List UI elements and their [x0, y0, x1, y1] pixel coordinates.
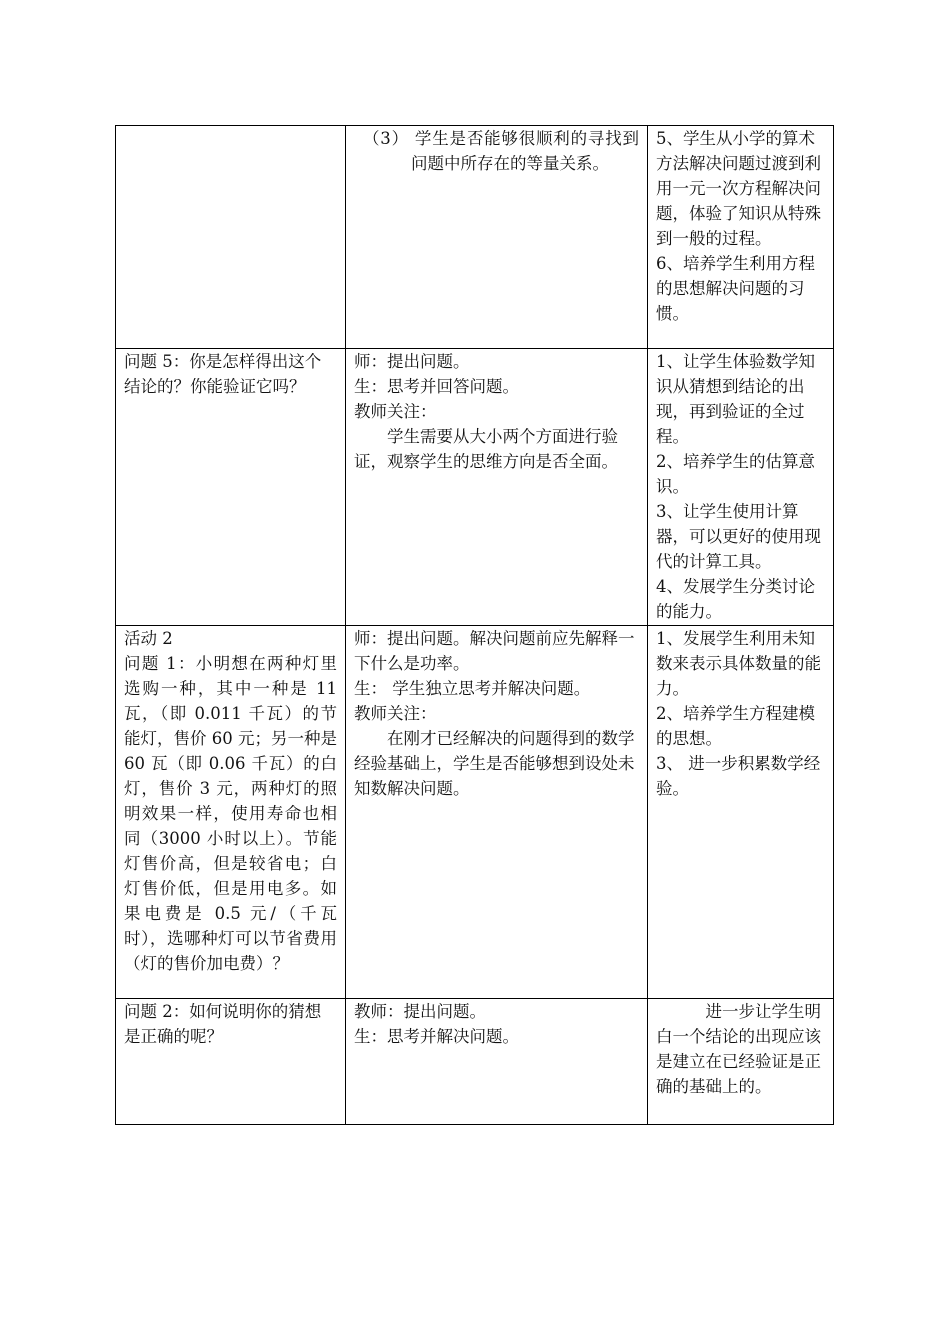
activity-line: 教师关注： [354, 402, 437, 421]
question-cell [116, 349, 346, 626]
purpose-line: 5、学生从小学的算术方法解决问题过渡到利用一元一次方程解决问题，体验了知识从特殊到一般的过程。 [656, 129, 821, 248]
activity-line: 教师关注： [354, 704, 437, 723]
purpose-line: 3、让学生使用计算器，可以更好的使用现代的计算工具。 [656, 502, 821, 571]
purpose-cell [648, 126, 834, 349]
purpose-line: 3、 进一步积累数学经验。 [656, 754, 821, 798]
purpose-line: 4、发展学生分类讨论的能力。 [656, 577, 815, 621]
purpose-line: 1、让学生体验数学知识从猜想到结论的出现，再到验证的全过程。 [656, 352, 815, 446]
question-text: 问题 1：小明想在两种灯里选购一种，其中一种是 11 瓦，（即 0.011 千瓦）的节能灯，售价 60 元；另一种是 60 瓦（即 0.06 千瓦）的白灯，售价 3 元，两种灯的照明效果一样，使用寿命也相同（3000 小时以上）。节能灯售价高，但是较省电；白灯售价低，但是用电多。如果电费是 0.5 元/（千瓦时），选哪种灯可以节省费用（灯的售价加电费）？ [124, 654, 337, 973]
purpose-line: 1、发展学生利用未知数来表示具体数量的能力。 [656, 629, 821, 698]
purpose-line: 2、培养学生的估算意识。 [656, 452, 815, 496]
table-row [116, 349, 834, 626]
activity-line: 学生需要从大小两个方面进行验证，观察学生的思维方向是否全面。 [354, 427, 618, 471]
purpose-cell [648, 349, 834, 626]
activity-line: 在刚才已经解决的问题得到的数学经验基础上，学生是否能够想到设处未知数解决问题。 [354, 729, 635, 798]
table-row [116, 126, 834, 349]
activity-line: 生：思考并回答问题。 [354, 377, 519, 396]
purpose-cell [648, 626, 834, 999]
activity-line: 教师：提出问题。 [354, 1002, 486, 1021]
activity-heading: 活动 2 [124, 629, 173, 648]
question-text: 问题 5：你是怎样得出这个结论的？你能验证它吗？ [124, 352, 322, 396]
activity-line: （3） 学生是否能够很顺利的寻找到问题中所存在的等量关系。 [363, 129, 639, 173]
activity-cell [346, 999, 648, 1125]
table-row [116, 999, 834, 1125]
activity-cell [346, 349, 648, 626]
purpose-cell [648, 999, 834, 1125]
purpose-line: 进一步让学生明白一个结论的出现应该是建立在已经验证是正确的基础上的。 [656, 1002, 821, 1096]
lesson-plan-table [115, 125, 834, 1125]
question-cell [116, 999, 346, 1125]
question-cell [116, 626, 346, 999]
activity-line: 师：提出问题。 [354, 352, 470, 371]
purpose-line: 2、培养学生方程建模的思想。 [656, 704, 815, 748]
question-cell [116, 126, 346, 349]
activity-line: 师：提出问题。解决问题前应先解释一下什么是功率。 [354, 629, 635, 673]
activity-line: 生：思考并解决问题。 [354, 1027, 519, 1046]
table-row [116, 626, 834, 999]
activity-line: 生： 学生独立思考并解决问题。 [354, 679, 591, 698]
purpose-line: 6、培养学生利用方程的思想解决问题的习惯。 [656, 254, 815, 323]
activity-cell [346, 126, 648, 349]
question-text: 问题 2：如何说明你的猜想是正确的呢？ [124, 1002, 322, 1046]
activity-cell [346, 626, 648, 999]
